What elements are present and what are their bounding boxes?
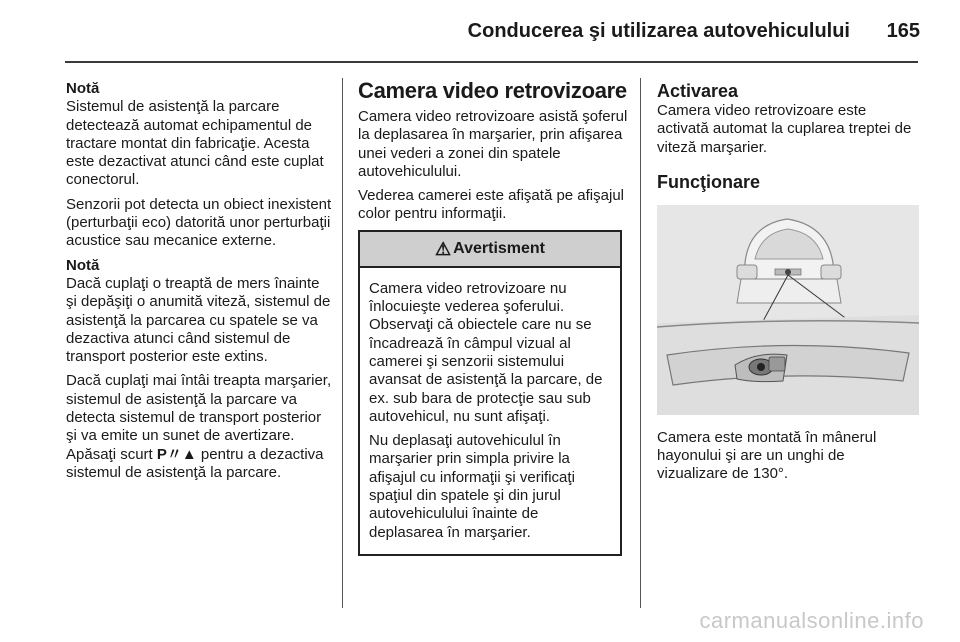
header-rule bbox=[65, 61, 918, 63]
note-block bbox=[66, 257, 334, 367]
paragraph: Senzorii pot detecta un obiect inexistent (perturbaţii eco) datorită unor perturbaţii acustice sau mecanice externe. bbox=[66, 195, 332, 250]
warning-box bbox=[358, 230, 622, 556]
note-text: Sistemul de asistenţă la parcare detectează automat echipamentul de tractare montat din fabricaţie. Acesta este dezactivat atunci când este cuplat conectorul. bbox=[66, 98, 324, 189]
column-divider bbox=[640, 78, 641, 608]
column-left bbox=[66, 80, 334, 488]
column-middle bbox=[358, 80, 628, 556]
warning-body bbox=[360, 268, 620, 554]
warning-paragraph: Nu deplasaţi autovehiculul în marşarier prin simpla privire la afişajul cu informaţii şi verificaţi spaţiul din spatele şi din jurul autovehiculului înainte de deplasarea în marşarier. bbox=[369, 432, 575, 541]
paragraph: Camera video retrovizoare asistă şoferul la deplasarea în marşarier, prin afişarea unei vederi a zonei din spatele autovehiculului. bbox=[358, 108, 628, 180]
warning-title: Avertisment bbox=[453, 239, 546, 257]
note-text: Dacă cuplaţi o treaptă de mers înainte şi depăşiţi o anumită viteză, sistemul de asistenţă la parcarea cu spatele se va dezactiva atunci când sistemul de transport posterior este extins. bbox=[66, 274, 331, 366]
parking-assist-button-icon: P〃▲ bbox=[156, 445, 197, 463]
subsection-title-activation: Activarea bbox=[657, 81, 739, 101]
watermark: carmanualsonline.info bbox=[699, 608, 924, 633]
paragraph: Camera este montată în mânerul hayonului şi are un unghi de vizualizare de 130°. bbox=[657, 428, 877, 483]
header-title: Conducerea şi utilizarea autovehiculului bbox=[467, 20, 850, 42]
page-number: 165 bbox=[886, 20, 920, 42]
column-right bbox=[657, 80, 919, 490]
note-label: Notă bbox=[66, 256, 100, 274]
section-title: Camera video retrovizoare bbox=[358, 78, 627, 103]
paragraph-text: Dacă cuplaţi mai întâi treapta marşarier, sistemul de asistenţă la parcare va detecta sistemul de transport posterior şi va emite un sunet de avertizare. Apăsaţi scurt bbox=[66, 372, 332, 463]
warning-paragraph: Camera video retrovizoare nu înlocuieşte vederea şoferului. Observaţi că obiectele care nu se încadrează în câmpul vizual al camerei şi senzorii sistemului avansat de asistenţă la parcare, de ex. sub bara de protecţie sau sub autovehicul, nu sunt afişaţi. bbox=[369, 279, 603, 425]
paragraph: Vederea camerei este afişată pe afişajul color pentru informaţii. bbox=[358, 187, 624, 223]
note-block bbox=[66, 80, 334, 190]
paragraph-text: pentru a dezactiva sistemul de asistenţă la parcare. bbox=[66, 445, 324, 481]
note-label: Notă bbox=[66, 80, 100, 97]
paragraph: Camera video retrovizoare este activată automat la cuplarea treptei de viteză marşarier. bbox=[657, 102, 912, 156]
warning-header bbox=[360, 232, 620, 268]
paragraph bbox=[66, 372, 334, 482]
page-header bbox=[0, 0, 960, 60]
warning-triangle-icon: ⚠ bbox=[434, 238, 452, 259]
rear-camera-illustration bbox=[657, 205, 919, 415]
subsection-title-function: Funcţionare bbox=[657, 171, 761, 192]
column-divider bbox=[342, 78, 343, 608]
